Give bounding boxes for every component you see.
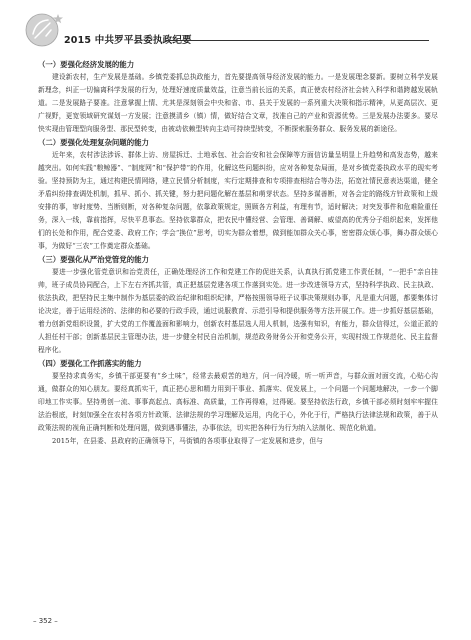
section-economic-development [38,58,438,136]
paragraph: 2015年，在县委、县政府的正确领导下，马街镇的各项事业取得了一定发展和进步，但与 [52,437,324,445]
section-heading: （二）要强化处理复杂问题的能力 [38,138,149,147]
section-heading: （四）要强化工作抓落实的能力 [38,359,142,368]
section-implementation [38,357,438,448]
page-number: – 352 – [33,617,58,625]
document-body [38,58,438,448]
paragraph: 要坚持求真务实，乡镇干部更要有“乡土味”，经常去最艰苦的地方，问一问冷暖，听一听声音，与群众面对面交流，心贴心沟通，做群众的知心朋友。要经真抓实干，真正把心思和精力用到干事业、抓落实、促发展上，一个问题一个问题地解决，一步一个脚印地工作实事。坚持勇创一流、事事高起点、高标准、高质量，工作再得难，过得硬。要坚持依法行政，乡镇干部必须时刻牢牢握住法治根底，时刻加强全在农村各项方针政策、法律法规的学习理解及运用，内化于心，外化于行，严格执行法律法规和政策，善于从政策法规的视角正确判断和处理问题，做到遇事懂法，办事依法，切实把各种行为行为纳入法制化、规范化轨道。 [38,372,438,432]
section-party-governance [38,253,438,357]
section-complex-problems [38,136,438,253]
page-header [22,0,471,50]
header-divider [166,40,429,41]
paragraph: 近年来，农村涉法涉诉、群体上访、房屋拆迁、土地承包、社会治安和社会保障等方面信访量呈明显上升趋势和高发态势，越来越突出。如何实践“粮鲸器”、“制度网”和“保护带”的作用，化解这些问题纠纷，应对各种复杂局面，是对乡镇党委执政水平的现实考验。坚持预防为主，通过构建民情网络，建立民情分析制度，实行定期排查和专项排查相结合等办法，拓宽社情民意表达渠道，健全矛盾纠纷排查调处机制，抓早、抓小、抓关键，努力把问题化解在基层和萌芽状态。坚持多谋善断，对各会定的路线方针政策和上级安排的事，审时度势、当断则断，对各种复杂问题，依靠政策规定，照顾各方利益，有理有节，适时解决；对突发事件和危难险重任务，深入一线，靠前指挥，尽快平息事态。坚持依靠群众，把农民中懂经营、会管理、善调解、威望高的优秀分子组织起来，发挥他们的长处和作用，配合党委、政府工作；学会“换位”思考，切实为群众着想，做到能加群众关心事，密密群众烦心事，舞办群众烦心事，为做好“三农”工作奠定群众基础。 [38,151,438,250]
section-heading: （三）要强化从严治党管党的能力 [38,255,149,264]
section-heading: （一）要强化经济发展的能力 [38,60,135,69]
party-emblem-icon [22,8,70,48]
paragraph: 建设新农村，生产发展是基础。乡镇党委抓总执政能力，首先要提高领导经济发展的能力。一是发展理念要新。要树立科学发展新理念，纠正一切偏离科学发展的行为，处理好速度质量效益，注意当前长远的关系，真正使农村经济社会转入科学和谐跨越发展轨道。二是发展路子要准。注意掌握上情、尤其是深刻领会中央和省、市、县关于发展的一系列重大决策和指示精神，从更高层次、更广视野，更宽领域研究谋划一方发展；注意摸清乡（镇）情，做好结合文章，找准自己的产业和资源优势。三是发展办法要多。要尽快实现由管理型向服务型、那民型转变，由被动依赖型转向主动可持续型转变，不断探索服务群众、服务发展的新途径。 [38,73,438,133]
paragraph: 要进一步强化管党意识和治党责任，正确处理经济工作和党建工作的促进关系，认真执行抓党建工作责任制，“一把手”亲自挂帅，班子成员协同配合，上下左右齐抓共管，真正把基层党建各项工作落到实处。进一步改进领导方式，坚持科学执政、民主执政、依法执政，把坚持民主集中制作为基层委的政治纪律和组织纪律，严格按照领导班子议事决策规则办事，凡是重大问题，都要集体讨论决定，善于运用经济的、法律的和必要的行政手段，通过说服教育、示范引导和提供服务等方法开展工作。进一步抓好基层基础，着力创新党组织设置，扩大党的工作覆盖面和影响力，创新农村基层选人用人机制，选强有知识，有能力，群众信得过，公道正派的人担任村干部；创新基层民主管理办法，进一步健全村民自治机制，规范政务财务公开和党务公开，实现村级工作规范化、民主监督程序化。 [38,268,438,354]
header-title: 2015 中共罗平县委执政纪要 [64,35,192,46]
